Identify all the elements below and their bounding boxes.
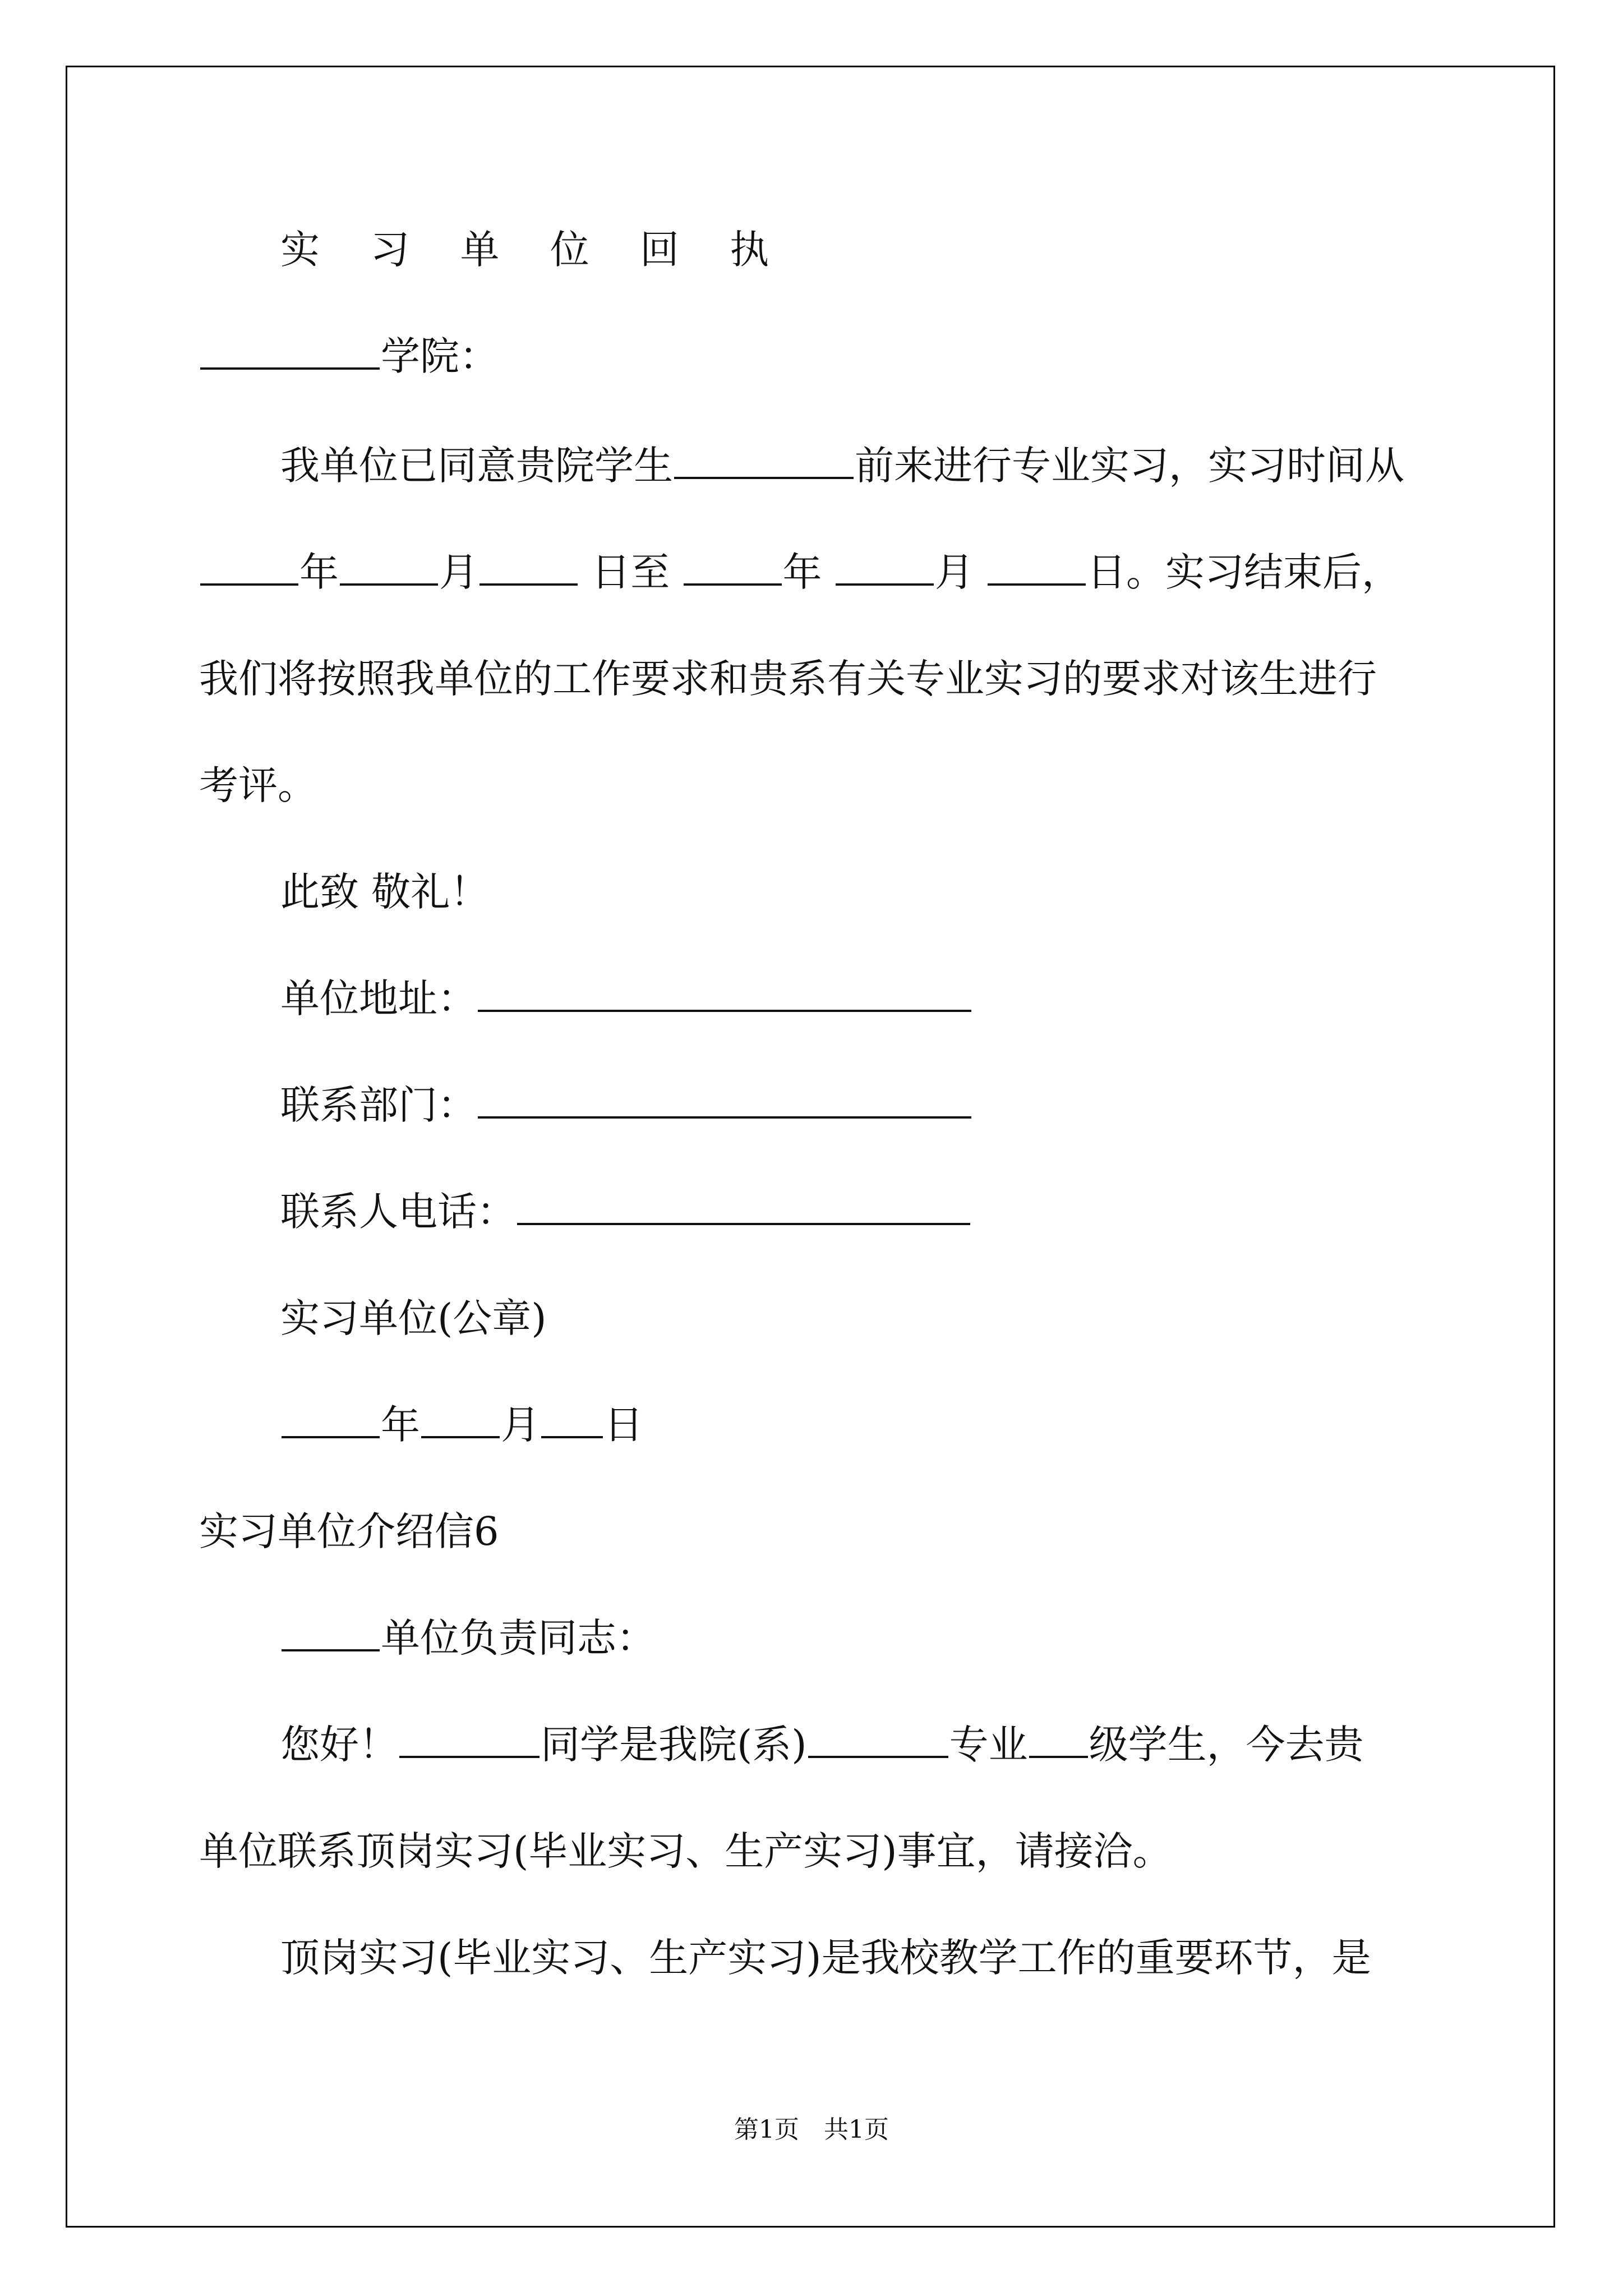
end-month-blank[interactable] (836, 549, 934, 586)
dept-row (280, 1080, 972, 1130)
receipt-body-line4: 考评。 (199, 762, 317, 808)
letter6-line1 (280, 1719, 1364, 1770)
start-year-blank[interactable] (200, 549, 298, 586)
phone-label: 联系人电话： (280, 1189, 516, 1235)
month-text: 月 (439, 549, 478, 595)
phone-row (280, 1186, 971, 1237)
phone-blank[interactable] (517, 1188, 970, 1225)
grade-blank[interactable] (1029, 1721, 1088, 1758)
grade-text: 级学生，今去贵 (1089, 1722, 1364, 1768)
year-text: 年 (381, 1402, 420, 1448)
address-label: 单位地址： (280, 976, 477, 1022)
body-text-b: 前来进行专业实习，实习时间从 (855, 443, 1404, 489)
address-row (280, 973, 972, 1024)
letter6-heading: 实习单位介绍信6 (199, 1508, 499, 1554)
student-name-blank[interactable] (674, 442, 854, 479)
receipt-title: 实 习 单 位 回 执 (280, 227, 789, 273)
receipt-body-line1 (280, 440, 1404, 491)
student-text: 同学是我院(系) (541, 1722, 807, 1768)
student-blank[interactable] (399, 1721, 540, 1758)
receipt-closing: 此致 敬礼！ (280, 869, 490, 915)
year-text: 年 (782, 549, 822, 595)
address-blank[interactable] (478, 975, 971, 1012)
dept-blank[interactable] (478, 1082, 971, 1119)
letter6-line3: 顶岗实习(毕业实习、生产实习)是我校教学工作的重要环节，是 (280, 1935, 1371, 1981)
sign-year-blank[interactable] (282, 1401, 380, 1438)
unit-blank[interactable] (282, 1614, 380, 1651)
college-suffix: 学院： (381, 333, 499, 379)
sign-month-blank[interactable] (421, 1401, 500, 1438)
month-text: 月 (501, 1402, 540, 1448)
day-end-text: 日。实习结束后， (1087, 549, 1401, 595)
addressee-text: 单位负责同志： (381, 1615, 656, 1661)
major-text: 专业 (949, 1722, 1028, 1768)
end-day-blank[interactable] (988, 549, 1086, 586)
page-border (66, 66, 1555, 2228)
letter6-addressee (280, 1613, 656, 1663)
greeting-text: 您好！ (280, 1722, 398, 1768)
start-month-blank[interactable] (340, 549, 438, 586)
seal-label: 实习单位(公章) (280, 1295, 547, 1341)
college-blank[interactable] (200, 333, 380, 370)
page-footer: 第1页 共1页 (734, 2115, 889, 2144)
major-blank[interactable] (808, 1721, 948, 1758)
receipt-body-line3: 我们将按照我单位的工作要求和贵系有关专业实习的要求对该生进行 (199, 656, 1377, 702)
receipt-date-range (199, 547, 1401, 597)
signature-date (280, 1400, 643, 1450)
month-text: 月 (934, 549, 974, 595)
end-year-blank[interactable] (684, 549, 782, 586)
letter6-line2: 单位联系顶岗实习(毕业实习、生产实习)事宜，请接洽。 (199, 1828, 1172, 1874)
day-text: 日 (604, 1402, 643, 1448)
sign-day-blank[interactable] (541, 1401, 603, 1438)
year-text: 年 (299, 549, 339, 595)
body-text-a: 我单位已同意贵院学生 (280, 443, 673, 489)
college-salutation (199, 331, 499, 381)
dept-label: 联系部门： (280, 1082, 477, 1128)
start-day-blank[interactable] (479, 549, 578, 586)
day-to-text: 日至 (591, 549, 670, 595)
